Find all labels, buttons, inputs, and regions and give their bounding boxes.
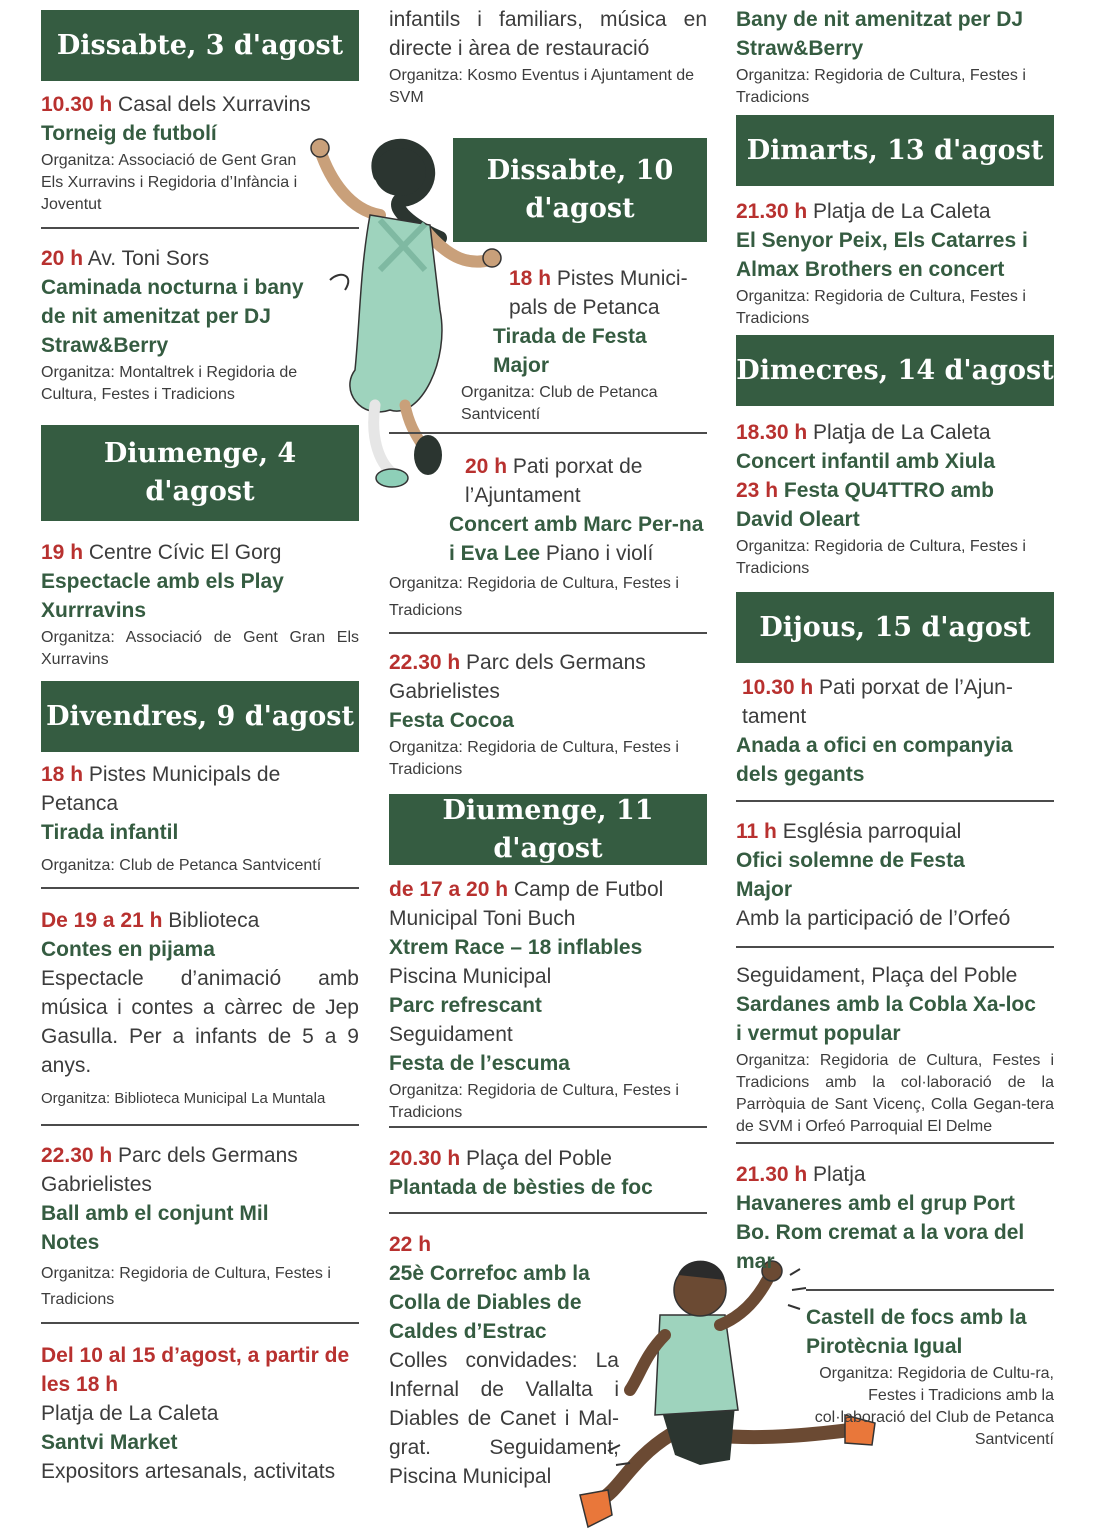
event-title: Concert infantil amb Xiula — [736, 450, 996, 473]
event-description: Expositors artesanals, activitats — [41, 1460, 336, 1483]
event-place: Pistes Municipals de Petanca — [41, 763, 281, 815]
event-torneig-futboli — [41, 90, 359, 216]
event-place: Parc dels Germans Gabrielistes — [41, 1144, 298, 1196]
event-time: De 19 a 21 h — [41, 909, 163, 932]
event-ball-mil-notes — [41, 1141, 359, 1313]
event-correfoc — [389, 1230, 619, 1491]
day-header-sun-11: Diumenge, 11 d'agost — [389, 794, 707, 865]
event-title: Anada a ofici en companyia dels gegants — [736, 734, 1013, 786]
event-place: Platja — [807, 1163, 866, 1186]
event-title: Havaneres amb el grup Port Bo. Rom cremat a la vora del mar — [736, 1192, 1025, 1273]
event-organizer: Organitza: Regidoria de Cultura, Festes i Tradicions — [736, 538, 1026, 577]
event-concert-marc-perna — [389, 452, 707, 624]
divider — [389, 1212, 707, 1214]
event-continuation-bany-nit — [736, 5, 1054, 109]
event-place: Biblioteca — [162, 909, 260, 932]
event-title: Tirada infantil — [41, 821, 179, 844]
event-continuation-santvi-market — [389, 5, 707, 109]
divider — [41, 887, 359, 889]
event-organizer: Organitza: Biblioteca Municipal La Muntala — [41, 1090, 326, 1107]
event-time: 20 h — [41, 247, 84, 270]
event-time: 10.30 h — [742, 676, 814, 699]
event-plantada-besties — [389, 1144, 707, 1202]
event-play-xurrravins — [41, 538, 359, 671]
divider — [41, 1124, 359, 1126]
event-title: Castell de focs amb la Pirotècnia Igual — [806, 1306, 1027, 1358]
divider — [806, 1289, 1054, 1291]
event-organizer: Organitza: Regidoria de Cultura, Festes i Tradicions amb la col·laboració de la Parròquia de Sant Vicenç, Colla Gegan-tera de SVM i Orfeó Parroquial El Delme — [736, 1052, 1054, 1135]
event-anada-ofici — [736, 673, 1054, 789]
event-organizer: Organitza: Kosmo Eventus i Ajuntament de SVM — [389, 67, 695, 106]
event-tirada-infantil — [41, 760, 359, 877]
event-place: Camp de Futbol Municipal Toni Buch — [389, 878, 664, 930]
event-description: Espectacle d’animació amb música i contes a càrrec de Jep Gasulla. Per a infants de 5 a 9 anys. — [41, 967, 359, 1077]
day-header-fri-9: Divendres, 9 d'agost — [41, 681, 359, 752]
event-caminada-nocturna — [41, 244, 359, 406]
event-time-2: 23 h — [736, 479, 779, 502]
event-place-2: Piscina Municipal — [389, 965, 552, 988]
event-title: Ball amb el conjunt Mil Notes — [41, 1202, 269, 1254]
event-time: 22 h — [389, 1233, 432, 1256]
day-header-thu-15: Dijous, 15 d'agost — [736, 592, 1054, 663]
event-place: Església parroquial — [776, 820, 962, 843]
event-description: infantils i familiars, música en directe i àrea de restauració — [389, 8, 707, 60]
event-senyor-peix — [736, 197, 1054, 330]
event-title: Bany de nit amenitzat per DJ Straw&Berry — [736, 8, 1024, 60]
event-title: El Senyor Peix, Els Catarres i Almax Brothers en concert — [736, 229, 1028, 281]
event-description: Colles convidades: La Infernal de Vallalta i Diables de Canet i Mal-grat. Seguidament, Piscina Municipal — [389, 1349, 619, 1488]
event-title: Festa Cocoa — [389, 709, 514, 732]
event-place: Platja de La Caleta — [807, 421, 991, 444]
day-header-sat-3: Dissabte, 3 d'agost — [41, 10, 359, 81]
event-place: Platja de La Caleta — [41, 1402, 219, 1425]
event-title: Sardanes amb la Cobla Xa-loc i vermut popular — [736, 993, 1036, 1045]
event-place: Parc dels Germans Gabrielistes — [389, 651, 646, 703]
divider — [389, 632, 707, 634]
event-time: 22.30 h — [41, 1144, 113, 1167]
event-place: Casal dels Xurravins — [112, 93, 311, 116]
event-tirada-festa-major — [461, 264, 707, 426]
day-header-wed-14: Dimecres, 14 d'agost — [736, 335, 1054, 406]
event-title: Plantada de bèsties de foc — [389, 1176, 653, 1199]
event-festa-cocoa — [389, 648, 707, 781]
event-time: 18 h — [509, 267, 552, 290]
event-organizer: Organitza: Montaltrek i Regidoria de Cultura, Festes i Tradicions — [41, 364, 298, 403]
divider — [41, 1322, 359, 1324]
event-place-3: Seguidament — [389, 1023, 513, 1046]
divider — [736, 1142, 1054, 1144]
event-title: Xtrem Race – 18 inflables — [389, 936, 643, 959]
event-time: 20 h — [465, 455, 508, 478]
event-time: 18.30 h — [736, 421, 808, 444]
event-description: Amb la participació de l’Orfeó — [736, 907, 1011, 930]
event-place: Plaça del Poble — [460, 1147, 612, 1170]
event-title: Caminada nocturna i bany de nit amenitzat per DJ Straw&Berry — [41, 276, 304, 357]
event-sardanes — [736, 961, 1054, 1138]
event-title: Ofici solemne de Festa Major — [736, 849, 965, 901]
event-time: de 17 a 20 h — [389, 878, 509, 901]
event-place: Pati porxat de l’Ajuntament — [465, 455, 643, 507]
event-time: 18 h — [41, 763, 84, 786]
event-time: 20.30 h — [389, 1147, 461, 1170]
divider — [736, 946, 1054, 948]
divider — [736, 800, 1054, 802]
event-castell-focs — [802, 1303, 1054, 1451]
event-title: Espectacle amb els Play Xurrravins — [41, 570, 284, 622]
divider — [389, 1126, 707, 1128]
event-title: 25è Correfoc amb la Colla de Diables de Caldes d’Estrac — [389, 1262, 590, 1343]
event-concert-xiula — [736, 418, 1054, 580]
event-title: Torneig de futbolí — [41, 122, 217, 145]
event-time: 19 h — [41, 541, 84, 564]
event-title: Concert amb Marc Per-na i Eva Lee — [449, 513, 704, 565]
event-organizer: Organitza: Club de Petanca Santvicentí — [461, 384, 658, 423]
event-time: 21.30 h — [736, 1163, 808, 1186]
event-time: 22.30 h — [389, 651, 461, 674]
event-time: 11 h — [736, 820, 777, 843]
event-xtrem-race — [389, 875, 707, 1124]
event-place: Platja de La Caleta — [807, 200, 991, 223]
event-place: Pistes Munici-pals de Petanca — [509, 267, 688, 319]
event-organizer: Organitza: Regidoria de Cultura, Festes i Tradicions — [389, 1082, 679, 1121]
event-time: 21.30 h — [736, 200, 808, 223]
event-title: Santvi Market — [41, 1431, 178, 1454]
event-title: Tirada de Festa Major — [493, 325, 647, 377]
event-organizer: Organitza: Regidoria de Cultura, Festes i Tradicions — [736, 67, 1026, 106]
event-contes-pijama — [41, 906, 359, 1110]
event-organizer: Organitza: Regidoria de Cultu-ra, Festes i Tradicions amb la col·laboració del Club de Petanca Santvicentí — [814, 1365, 1054, 1448]
event-title-3: Festa de l’escuma — [389, 1052, 570, 1075]
event-ofici-solemne — [736, 817, 1054, 933]
day-header-sun-4: Diumenge, 4 d'agost — [41, 425, 359, 521]
event-organizer: Organitza: Club de Petanca Santvicentí — [41, 857, 322, 874]
event-havaneres — [736, 1160, 1054, 1276]
event-organizer: Organitza: Regidoria de Cultura, Festes i Tradicions — [389, 575, 679, 619]
event-place: Seguidament, Plaça del Poble — [736, 964, 1018, 987]
event-organizer: Organitza: Associació de Gent Gran Els Xurravins i Regidoria d’Infància i Joventut — [41, 152, 298, 213]
event-place: Centre Cívic El Gorg — [83, 541, 282, 564]
day-header-tue-13: Dimarts, 13 d'agost — [736, 115, 1054, 186]
divider — [389, 432, 707, 434]
event-time: 10.30 h — [41, 93, 113, 116]
event-organizer: Organitza: Associació de Gent Gran Els Xurravins — [41, 629, 359, 668]
event-organizer: Organitza: Regidoria de Cultura, Festes i Tradicions — [41, 1265, 331, 1308]
event-extra: Piano i violí — [540, 542, 654, 565]
event-place: Pati porxat de l’Ajun-tament — [742, 676, 1013, 728]
event-santvi-market — [41, 1341, 359, 1486]
event-title: Contes en pijama — [41, 938, 215, 961]
divider — [41, 227, 359, 229]
event-organizer: Organitza: Regidoria de Cultura, Festes i Tradicions — [736, 288, 1026, 327]
day-header-sat-10: Dissabte, 10 d'agost — [453, 138, 707, 242]
event-organizer: Organitza: Regidoria de Cultura, Festes i Tradicions — [389, 739, 679, 778]
event-place: Av. Toni Sors — [83, 247, 210, 270]
event-title-2: Festa QU4TTRO amb David Oleart — [736, 479, 994, 531]
event-title-2: Parc refrescant — [389, 994, 542, 1017]
event-time: Del 10 al 15 d’agost, a partir de les 18 h — [41, 1344, 350, 1396]
